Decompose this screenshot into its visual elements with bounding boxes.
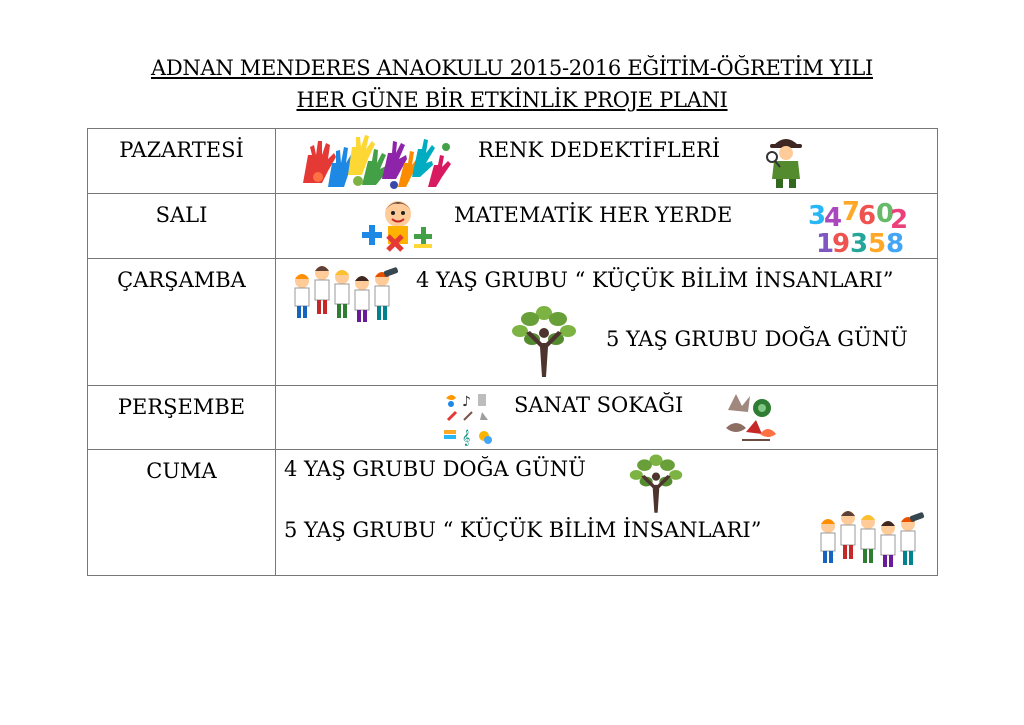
activity-text-5yas: 5 YAŞ GRUBU “ KÜÇÜK BİLİM İNSANLARI”: [284, 518, 762, 542]
svg-text:5: 5: [868, 229, 887, 256]
document-subtitle: HER GÜNE BİR ETKİNLİK PROJE PLANI: [296, 88, 728, 112]
svg-text:9: 9: [832, 229, 851, 256]
table-row: [88, 129, 937, 194]
svg-text:8: 8: [886, 229, 905, 256]
activity-cell: [276, 259, 937, 385]
math-boy-image: [358, 196, 440, 256]
svg-text:1: 1: [816, 229, 835, 256]
activity-text-4yas: 4 YAŞ GRUBU “ KÜÇÜK BİLİM İNSANLARI”: [416, 268, 894, 292]
document-title: ADNAN MENDERES ANAOKULU 2015-2016 EĞİTİM-ÖĞRETİM YILI: [151, 56, 873, 80]
svg-text:2: 2: [890, 205, 908, 235]
activity-cell: [276, 386, 937, 449]
day-cell: ÇARŞAMBA: [88, 259, 276, 385]
tree-person-icon: [512, 303, 576, 381]
table-row: [88, 194, 937, 259]
activity-text: RENK DEDEKTİFLERİ: [478, 138, 721, 162]
kids-scientists-image: [288, 261, 400, 327]
painted-hands-image: [298, 133, 456, 189]
table-row: [88, 450, 937, 575]
activity-text-5yas: 5 YAŞ GRUBU DOĞA GÜNÜ: [606, 327, 908, 351]
svg-text:6: 6: [858, 201, 877, 231]
svg-text:3: 3: [808, 201, 827, 231]
activity-text: SANAT SOKAĞI: [514, 393, 684, 417]
detective-icon: [764, 131, 808, 191]
tree-person-icon: [628, 452, 684, 516]
table-row: [88, 386, 937, 450]
svg-text:7: 7: [842, 197, 861, 227]
day-cell: PERŞEMBE: [88, 386, 276, 449]
activity-cell: [276, 194, 937, 258]
activity-text: MATEMATİK HER YERDE: [454, 203, 733, 227]
activity-cell: [276, 450, 937, 575]
day-cell: PAZARTESİ: [88, 129, 276, 193]
svg-text:♪: ♪: [462, 394, 471, 410]
table-row: [88, 259, 937, 386]
activity-text-4yas: 4 YAŞ GRUBU DOĞA GÜNÜ: [284, 457, 586, 481]
nature-collage-image: [722, 388, 778, 446]
svg-text:3: 3: [850, 229, 869, 256]
svg-text:4: 4: [824, 203, 843, 233]
numbers-image: [806, 196, 908, 256]
svg-text:0: 0: [876, 199, 895, 229]
svg-text:𝄞: 𝄞: [462, 430, 471, 446]
art-icons-image: [442, 390, 498, 448]
activity-cell: [276, 129, 937, 193]
kids-scientists-image: [814, 506, 926, 572]
day-cell: CUMA: [88, 450, 276, 575]
day-cell: SALI: [88, 194, 276, 258]
plan-table: [87, 128, 938, 576]
